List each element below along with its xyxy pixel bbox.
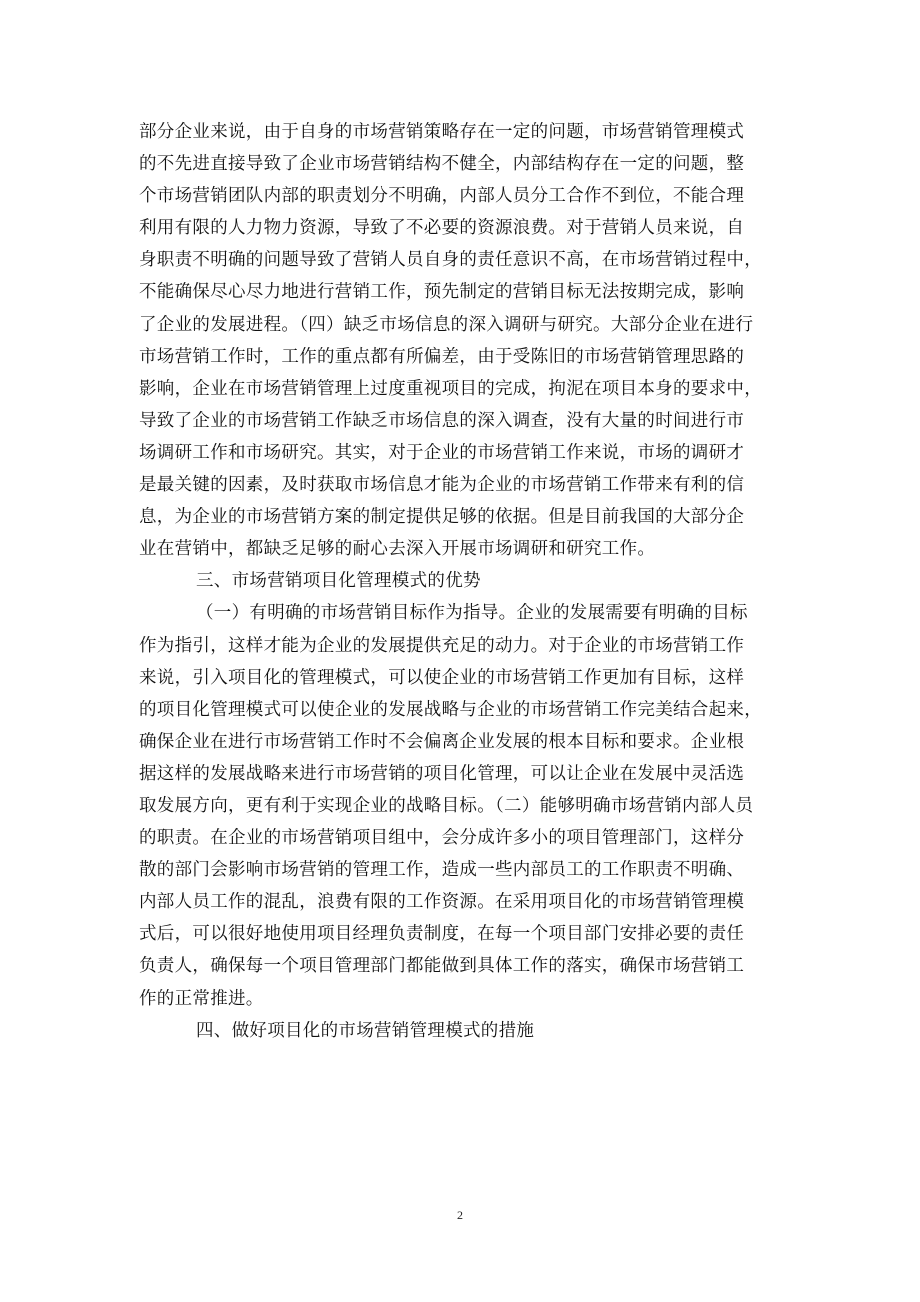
body-text xyxy=(139,116,781,1047)
text-line: 个市场营销团队内部的职责划分不明确，内部人员分工合作不到位，不能合理 xyxy=(139,186,745,207)
text-line: 的不先进直接导致了企业市场营销结构不健全，内部结构存在一定的问题，整 xyxy=(139,154,745,175)
text-line: 息，为企业的市场营销方案的制定提供足够的依据。但是目前我国的大部分企 xyxy=(139,507,745,528)
section-heading: 三、市场营销项目化管理模式的优势 xyxy=(196,571,481,592)
text-line: 作为指引，这样才能为企业的发展提供充足的动力。对于企业的市场营销工作 xyxy=(139,635,745,656)
text-line: 负责人，确保每一个项目管理部门都能做到具体工作的落实，确保市场营销工 xyxy=(139,956,745,977)
text-line: 式后，可以很好地使用项目经理负责制度，在每一个项目部门安排必要的责任 xyxy=(139,924,745,945)
text-line: 了企业的发展进程。（四）缺乏市场信息的深入调研与研究。大部分企业在进行 xyxy=(139,314,754,335)
text-line: 市场营销工作时，工作的重点都有所偏差，由于受陈旧的市场营销管理思路的 xyxy=(139,346,745,367)
text-line: 作的正常推进。 xyxy=(139,988,264,1009)
text-line: 业在营销中，都缺乏足够的耐心去深入开展市场调研和研究工作。 xyxy=(139,539,656,560)
text-line: （一）有明确的市场营销目标作为指导。企业的发展需要有明确的目标 xyxy=(196,603,748,624)
text-line: 不能确保尽心尽力地进行营销工作，预先制定的营销目标无法按期完成，影响 xyxy=(139,282,745,303)
text-line: 散的部门会影响市场营销的管理工作，造成一些内部员工的工作职责不明确、 xyxy=(139,860,745,881)
text-line: 来说，引入项目化的管理模式，可以使企业的市场营销工作更加有目标，这样 xyxy=(139,667,745,688)
text-line: 的职责。在企业的市场营销项目组中，会分成许多小的项目管理部门，这样分 xyxy=(139,828,745,849)
text-line: 据这样的发展战略来进行市场营销的项目化管理，可以让企业在发展中灵活选 xyxy=(139,763,745,784)
text-line: 是最关键的因素，及时获取市场信息才能为企业的市场营销工作带来有利的信 xyxy=(139,475,745,496)
text-line: 确保企业在进行市场营销工作时不会偏离企业发展的根本目标和要求。企业根 xyxy=(139,731,745,752)
text-line: 影响，企业在市场营销管理上过度重视项目的完成，拘泥在项目本身的要求中， xyxy=(139,378,762,399)
text-line: 身职责不明确的问题导致了营销人员自身的责任意识不高，在市场营销过程中， xyxy=(139,250,762,271)
text-line: 内部人员工作的混乱，浪费有限的工作资源。在采用项目化的市场营销管理模 xyxy=(139,892,745,913)
section-heading: 四、做好项目化的市场营销管理模式的措施 xyxy=(196,1020,535,1041)
text-line: 部分企业来说，由于自身的市场营销策略存在一定的问题，市场营销管理模式 xyxy=(139,122,745,142)
text-line: 的项目化管理模式可以使企业的发展战略与企业的市场营销工作完美结合起来， xyxy=(139,699,762,720)
text-line: 利用有限的人力物力资源，导致了不必要的资源浪费。对于营销人员来说，自 xyxy=(139,218,745,239)
text-line: 场调研工作和市场研究。其实，对于企业的市场营销工作来说，市场的调研才 xyxy=(139,442,745,463)
text-line: 导致了企业的市场营销工作缺乏市场信息的深入调查，没有大量的时间进行市 xyxy=(139,410,745,431)
text-line: 取发展方向，更有利于实现企业的战略目标。（二）能够明确市场营销内部人员 xyxy=(139,795,754,816)
page-number: 2 xyxy=(457,1208,463,1222)
